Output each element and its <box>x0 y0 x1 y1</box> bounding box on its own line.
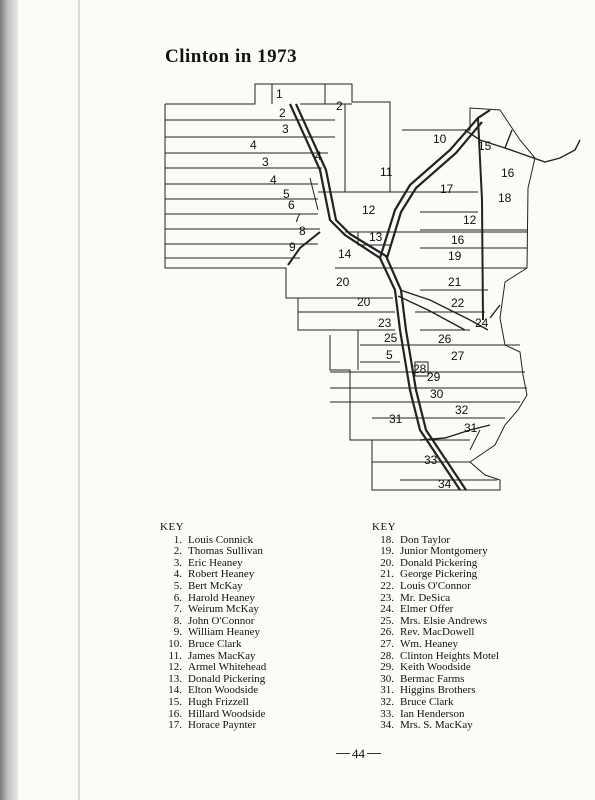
key-number: 23. <box>380 591 394 604</box>
key-number: 13. <box>168 672 182 685</box>
key-row <box>372 662 499 674</box>
page-number: 44 <box>352 746 365 761</box>
key-owner-name: Hillard Woodside <box>188 707 266 720</box>
parcel-label: 34 <box>438 477 452 491</box>
parcel-label: 10 <box>433 132 447 146</box>
key-owner-name: Mrs. S. MacKay <box>400 719 473 732</box>
parcel-label: 17 <box>440 182 454 196</box>
parcel-label: 3 <box>262 155 269 169</box>
parcel-label: 31 <box>464 421 478 435</box>
key-number: 15. <box>168 695 182 708</box>
parcel-label: 8 <box>299 224 306 238</box>
parcel-label: 12 <box>463 213 477 227</box>
key-number: 2. <box>173 545 182 558</box>
key-owner-name: Horace Paynter <box>188 719 257 732</box>
strips-west <box>165 84 352 258</box>
key-number: 21. <box>380 568 394 581</box>
parcel-label: 26 <box>438 332 452 346</box>
key-owner-name: Eric Heaney <box>188 556 243 569</box>
key-number: 4. <box>173 568 182 581</box>
key-number: 20. <box>380 556 394 569</box>
key-owner-name: Clinton Heights Motel <box>400 649 499 662</box>
parcel-label: 13 <box>369 230 383 244</box>
key-owner-name: Junior Montgomery <box>400 545 488 558</box>
map-parcel-labels <box>250 87 515 491</box>
key-owner-name: Harold Heaney <box>188 591 255 604</box>
key-owner-name: Bruce Clark <box>188 637 242 650</box>
parcel-label: 25 <box>384 331 398 345</box>
key-row <box>160 697 266 709</box>
key-owner-name: Mr. DeSica <box>400 591 451 604</box>
key-owner-name: Keith Woodside <box>400 661 471 674</box>
key-owner-name: John O'Connor <box>188 614 255 627</box>
parcel-label: 11 <box>380 165 393 179</box>
key-number: 10. <box>168 637 182 650</box>
parcel-label: 33 <box>424 453 438 467</box>
key-owner-name: Elmer Offer <box>400 603 454 616</box>
key-owner-name: Rev. MacDowell <box>400 626 475 639</box>
parcel-label: 29 <box>427 370 441 384</box>
page-title: Clinton in 1973 <box>165 46 298 67</box>
parcel-label: 9 <box>289 240 296 254</box>
key-row <box>160 639 266 651</box>
parcel-label: 31 <box>389 412 403 426</box>
parcel-label: 4 <box>315 149 322 163</box>
parcel-label: 14 <box>338 247 352 261</box>
key-owner-name: Bert McKay <box>188 579 243 592</box>
parcel-label: 30 <box>430 387 444 401</box>
key-right <box>372 522 499 732</box>
strips-middle <box>286 192 527 370</box>
key-number: 26. <box>380 626 394 639</box>
parcel-label: 27 <box>451 349 465 363</box>
key-number: 30. <box>380 672 394 685</box>
parcel-label: 16 <box>501 166 515 180</box>
key-number: 12. <box>168 661 182 674</box>
key-number: 34. <box>380 719 394 732</box>
key-owner-name: Louis O'Connor <box>400 579 471 592</box>
parcel-label: 32 <box>455 403 469 417</box>
parcel-label: 1 <box>276 87 283 101</box>
parcel-label: 16 <box>451 233 465 247</box>
key-number: 16. <box>168 707 182 720</box>
key-number: 8. <box>173 614 182 627</box>
key-number: 18. <box>380 533 394 546</box>
parcel-label: 24 <box>475 316 489 330</box>
parcel-label: 2 <box>279 106 286 120</box>
parcel-label: 28 <box>413 362 427 376</box>
key-heading: KEY <box>372 521 397 533</box>
key-number: 14. <box>168 684 182 697</box>
key-number: 6. <box>173 591 182 604</box>
river <box>398 130 580 440</box>
key-number: 5. <box>173 579 182 592</box>
key-owner-name: James MacKay <box>188 649 256 662</box>
key-owner-name: Weirum McKay <box>188 603 259 616</box>
key-owner-name: Robert Heaney <box>188 568 255 581</box>
key-number: 28. <box>380 649 394 662</box>
key-number: 25. <box>380 614 394 627</box>
key-number: 32. <box>380 695 394 708</box>
key-number: 33. <box>380 707 394 720</box>
key-number: 9. <box>173 626 182 639</box>
key-row <box>160 581 266 593</box>
key-row <box>160 662 266 674</box>
parcel-label: 3 <box>282 122 289 136</box>
key-row <box>372 697 499 709</box>
key-number: 29. <box>380 661 394 674</box>
key-number: 24. <box>380 603 394 616</box>
key-owner-name: George Pickering <box>400 568 478 581</box>
key-owner-name: Donald Pickering <box>400 556 478 569</box>
key-number: 17. <box>168 719 182 732</box>
key-number: 31. <box>380 684 394 697</box>
key-row <box>372 581 499 593</box>
parcel-label: 21 <box>448 275 462 289</box>
key-owner-name: Wm. Heaney <box>400 637 459 650</box>
key-number: 11. <box>168 649 182 662</box>
key-owner-name: Higgins Brothers <box>400 684 476 697</box>
parcel-label: 23 <box>378 316 392 330</box>
parcel-label: 6 <box>288 198 295 212</box>
key-owner-name: Armel Whitehead <box>188 661 267 674</box>
parcel-label: 5 <box>283 187 290 201</box>
parcel-label: 12 <box>362 203 376 217</box>
key-owner-name: Don Taylor <box>400 533 451 546</box>
parcel-label: 5 <box>386 348 393 362</box>
parcel-label: 4 <box>250 138 257 152</box>
parcel-label: 20 <box>357 295 371 309</box>
key-row <box>372 604 499 616</box>
key-row <box>160 720 266 732</box>
parcel-label: 15 <box>478 139 492 153</box>
map-outline-west <box>165 84 390 330</box>
key-owner-name: Donald Pickering <box>188 672 266 685</box>
parcel-label: 18 <box>498 191 512 205</box>
key-owner-name: Ian Henderson <box>400 707 465 720</box>
key-owner-name: Thomas Sullivan <box>188 545 263 558</box>
parcel-label: 2 <box>336 99 343 113</box>
key-heading: KEY <box>160 521 185 533</box>
key-owner-name: Bermac Farms <box>400 672 465 685</box>
parcel-label: 22 <box>451 296 465 310</box>
key-owner-name: William Heaney <box>188 626 260 639</box>
key-number: 7. <box>173 603 182 616</box>
key-owner-name: Mrs. Elsie Andrews <box>400 614 488 627</box>
key-owner-name: Elton Woodside <box>188 684 259 697</box>
key-left <box>160 522 266 732</box>
key-owner-name: Bruce Clark <box>400 695 454 708</box>
key-number: 27. <box>380 637 394 650</box>
key-number: 22. <box>380 579 394 592</box>
parcel-label: 19 <box>448 249 462 263</box>
key-number: 1. <box>173 533 182 546</box>
key-row <box>372 639 499 651</box>
key-owner-name: Louis Connick <box>188 533 254 546</box>
key-number: 3. <box>173 556 182 569</box>
parcel-label: 20 <box>336 275 350 289</box>
key-row <box>372 720 499 732</box>
key-row <box>160 604 266 616</box>
key-owner-name: Hugh Frizzell <box>188 695 249 708</box>
parcel-label: 7 <box>294 211 301 225</box>
parcel-label: 4 <box>270 173 277 187</box>
key-number: 19. <box>380 545 394 558</box>
